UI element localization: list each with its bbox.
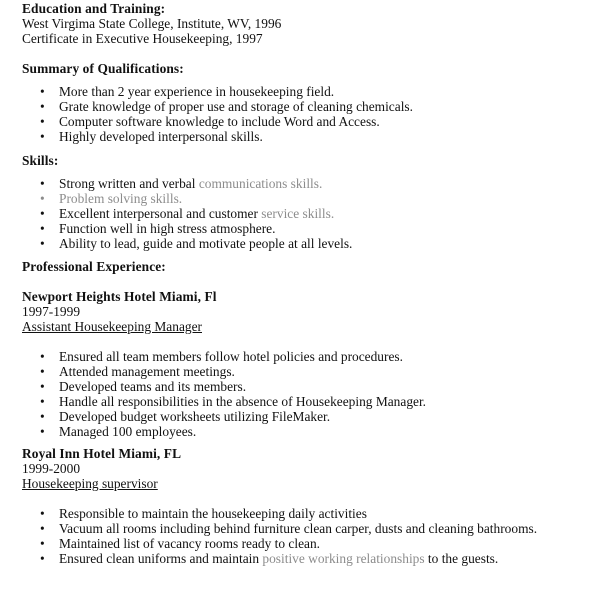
list-item-text-faded: service skills. xyxy=(261,206,335,221)
job-entry xyxy=(22,446,592,566)
list-item xyxy=(22,114,592,129)
list-item-text: Developed budget worksheets utilizing FileMaker. xyxy=(59,409,331,424)
list-item xyxy=(22,99,592,114)
list-item-text: Ability to lead, guide and motivate people at all levels. xyxy=(59,236,353,251)
bullet-icon: • xyxy=(40,114,45,129)
list-item-text: Handle all responsibilities in the absence of Housekeeping Manager. xyxy=(59,394,427,409)
list-item xyxy=(22,221,592,236)
job-entry xyxy=(22,289,592,439)
list-item xyxy=(22,536,592,551)
list-item-text: Computer software knowledge to include Word and Access. xyxy=(59,114,380,129)
job-dates: 1999-2000 xyxy=(22,461,81,476)
resume-document xyxy=(22,1,592,566)
bullet-icon: • xyxy=(40,364,45,379)
list-item-text: Maintained list of vacancy rooms ready to clean. xyxy=(59,536,321,551)
skills-list xyxy=(22,176,592,251)
list-item-text: Managed 100 employees. xyxy=(59,424,197,439)
list-item xyxy=(22,506,592,521)
education-line: West Virgima State College, Institute, WV, 1996 xyxy=(22,16,282,31)
list-item-text: Responsible to maintain the housekeeping daily activities xyxy=(59,506,367,521)
list-item-text: Attended management meetings. xyxy=(59,364,235,379)
list-item-text: Excellent interpersonal and customer xyxy=(59,206,262,221)
experience-section xyxy=(22,259,592,566)
job-title: Assistant Housekeeping Manager xyxy=(22,319,202,334)
list-item-text: to the guests. xyxy=(424,551,499,566)
list-item xyxy=(22,409,592,424)
qualifications-list xyxy=(22,84,592,144)
list-item xyxy=(22,176,592,191)
list-item xyxy=(22,206,592,221)
list-item-text: Ensured clean uniforms and maintain xyxy=(59,551,263,566)
bullet-icon: • xyxy=(40,424,45,439)
list-item xyxy=(22,424,592,439)
bullet-icon: • xyxy=(40,191,45,206)
job-duties-list xyxy=(22,506,592,566)
skills-heading: Skills: xyxy=(22,153,59,168)
bullet-icon: • xyxy=(40,84,45,99)
skills-section xyxy=(22,153,592,251)
bullet-icon: • xyxy=(40,221,45,236)
list-item xyxy=(22,236,592,251)
list-item-text: More than 2 year experience in housekeeping field. xyxy=(59,84,335,99)
list-item xyxy=(22,394,592,409)
list-item-text: Vacuum all rooms including behind furniture clean carper, dusts and cleaning bathrooms. xyxy=(59,521,538,536)
list-item-text: Function well in high stress atmosphere. xyxy=(59,221,276,236)
bullet-icon: • xyxy=(40,394,45,409)
list-item xyxy=(22,364,592,379)
qualifications-section xyxy=(22,61,592,144)
bullet-icon: • xyxy=(40,176,45,191)
list-item xyxy=(22,521,592,536)
bullet-icon: • xyxy=(40,536,45,551)
bullet-icon: • xyxy=(40,349,45,364)
bullet-icon: • xyxy=(40,409,45,424)
bullet-icon: • xyxy=(40,129,45,144)
list-item xyxy=(22,551,592,566)
job-employer: Newport Heights Hotel Miami, Fl xyxy=(22,289,217,304)
list-item-text: Developed teams and its members. xyxy=(59,379,247,394)
list-item xyxy=(22,379,592,394)
bullet-icon: • xyxy=(40,521,45,536)
list-item xyxy=(22,84,592,99)
job-employer: Royal Inn Hotel Miami, FL xyxy=(22,446,182,461)
list-item xyxy=(22,129,592,144)
bullet-icon: • xyxy=(40,379,45,394)
job-duties-list xyxy=(22,349,592,439)
job-title: Housekeeping supervisor xyxy=(22,476,158,491)
experience-heading: Professional Experience: xyxy=(22,259,166,274)
list-item-text-faded: Problem solving skills. xyxy=(59,191,183,206)
job-dates: 1997-1999 xyxy=(22,304,81,319)
list-item-text-faded: communications skills. xyxy=(198,176,323,191)
education-line: Certificate in Executive Housekeeping, 1997 xyxy=(22,31,263,46)
list-item-text: Highly developed interpersonal skills. xyxy=(59,129,263,144)
list-item-text: Ensured all team members follow hotel policies and procedures. xyxy=(59,349,403,364)
education-section xyxy=(22,1,592,46)
bullet-icon: • xyxy=(40,236,45,251)
bullet-icon: • xyxy=(40,506,45,521)
list-item xyxy=(22,191,592,206)
list-item xyxy=(22,349,592,364)
list-item-text: Strong written and verbal xyxy=(59,176,199,191)
list-item-text: Grate knowledge of proper use and storage of cleaning chemicals. xyxy=(59,99,413,114)
qualifications-heading: Summary of Qualifications: xyxy=(22,61,184,76)
education-heading: Education and Training: xyxy=(22,1,166,16)
bullet-icon: • xyxy=(40,99,45,114)
list-item-text-faded: positive working relationships xyxy=(262,551,425,566)
bullet-icon: • xyxy=(40,206,45,221)
bullet-icon: • xyxy=(40,551,45,566)
